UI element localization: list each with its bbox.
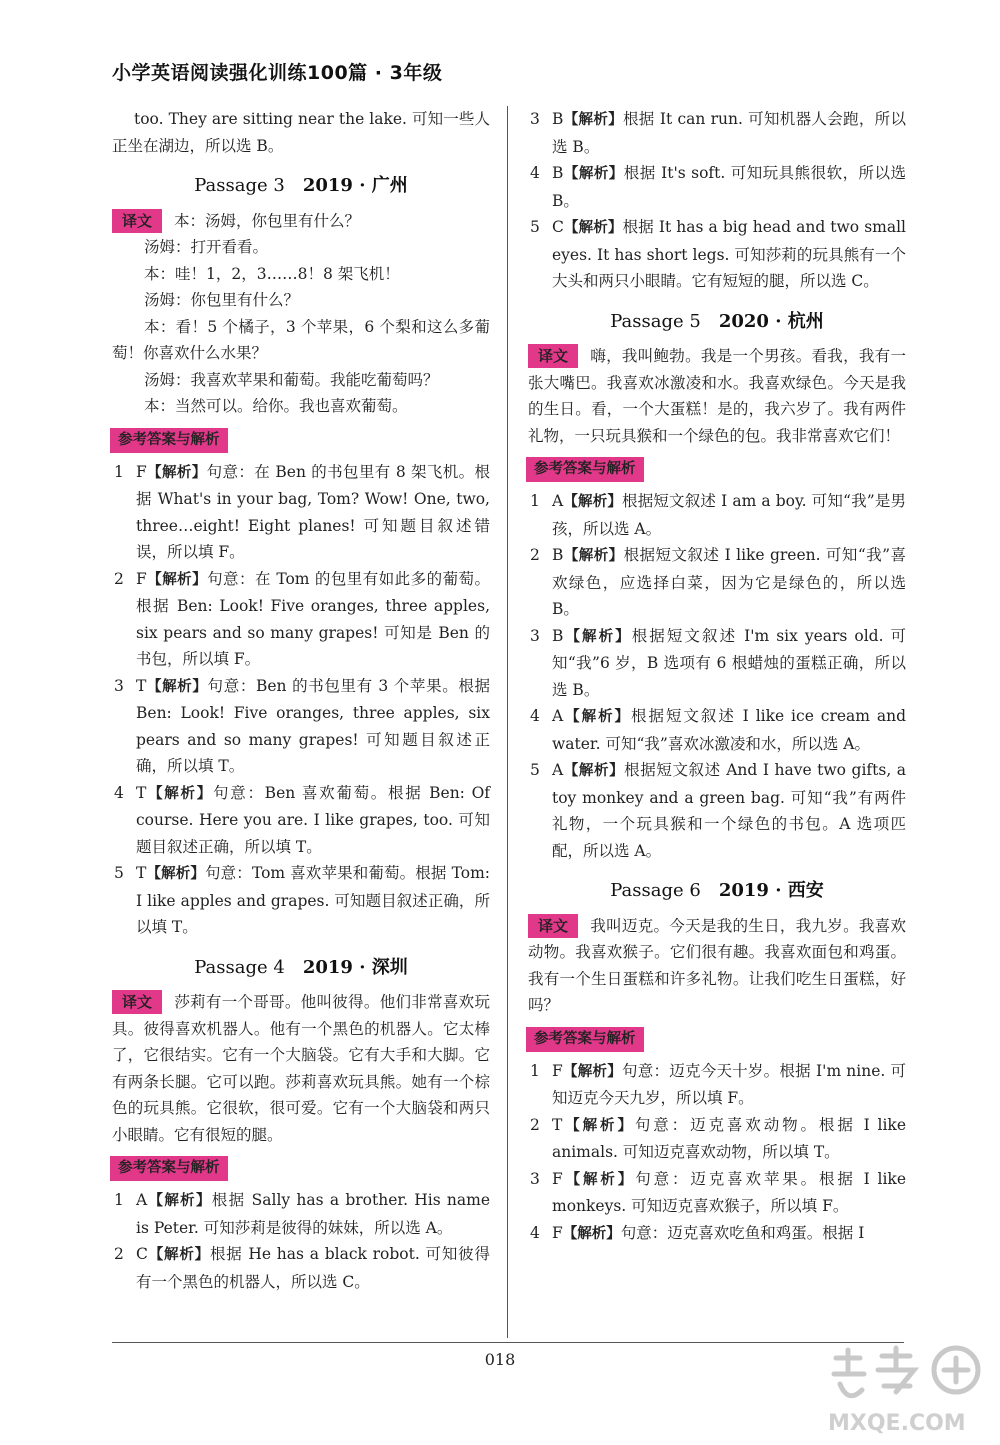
passage-year: 2019 · 西安 (718, 880, 824, 901)
answer-item: 1 A【解析】根据 Sally has a brother. His name is Peter. 可知莎莉是彼得的妹妹，所以选 A。 (114, 1191, 491, 1237)
left-column (112, 106, 490, 1295)
answer-item: 3 B【解析】根据 It can run. 可知机器人会跑，所以选 B。 (530, 110, 906, 156)
translation-tag: 译文 (112, 209, 162, 233)
translation-tag: 译文 (528, 914, 578, 938)
answer-item: 4 B【解析】根据 It's soft. 可知玩具熊很软，所以选 B。 (530, 164, 907, 210)
svg-text:MXQE.COM: MXQE.COM (828, 1411, 966, 1436)
dialog-line: 本：当然可以。给你。我也喜欢葡萄。 (144, 397, 408, 415)
footer-rule (112, 1342, 904, 1343)
answers-banner: 参考答案与解析 (526, 1027, 644, 1052)
passage-title: Passage 4 (194, 956, 285, 978)
answer-item: 5 T【解析】句意：Tom 喜欢苹果和葡萄。根据 Tom: I like apples and grapes. 可知题目叙述正确，所以填 T。 (114, 864, 491, 936)
dialog-line: 汤姆：我喜欢苹果和葡萄。我能吃葡萄吗？ (144, 370, 439, 389)
answers-banner: 参考答案与解析 (110, 428, 228, 453)
answer-item: 2 C【解析】根据 He has a black robot. 可知彼得有一个黑色的机器人，所以选 C。 (114, 1245, 490, 1291)
book-title: 小学英语阅读强化训练100篇 · 3年级 (112, 62, 443, 84)
watermark-logo-icon (818, 1340, 988, 1440)
answers-banner: 参考答案与解析 (110, 1156, 228, 1181)
column-divider (507, 106, 508, 1338)
passage-title: Passage 5 (610, 310, 701, 332)
passage-year: 2019 · 深圳 (302, 956, 408, 978)
dialog-line: 汤姆：你包里有什么？ (144, 291, 300, 309)
answers-banner: 参考答案与解析 (526, 457, 644, 482)
answer-item: 3 T【解析】句意：Ben 的书包里有 3 个苹果。根据 Ben: Look! Five oranges, three apples, six pears and so many grapes! 可知题目叙述正确，所以填 T。 (114, 676, 490, 775)
answer-item: 2 T【解析】句意：迈克喜欢动物。根据 I like animals. 可知迈克喜欢动物，所以填 T。 (530, 1115, 906, 1161)
passage-title: Passage 6 (610, 880, 701, 901)
passage-year: 2019 · 广州 (302, 175, 408, 196)
answer-item: 2 F【解析】句意：在 Tom 的包里有如此多的葡萄。根据 Ben: Look! Five oranges, three apples, six pears and so many grapes! 可知是 Ben 的书包，所以填 F。 (114, 569, 490, 668)
passage-5-heading (528, 309, 906, 336)
translation-tag: 译文 (112, 990, 162, 1014)
passage-year: 2020 · 杭州 (718, 310, 824, 332)
answer-item: 1 A【解析】根据短文叙述 I am a boy. 可知“我”是男孩，所以选 A。 (530, 492, 906, 538)
translation-paragraph: 译文 莎莉有一个哥哥。他叫彼得。他们非常喜欢玩具。彼得喜欢机器人。他有一个黑色的机器人。它太棒了，它很结实。它有一个大脑袋。它有大手和大脚。它有两条长腿。它可以跑。莎莉喜欢玩具熊。她有一个棕色的玩具熊。它很软，很可爱。它有一个大脑袋和两只小眼睛。它有很短的腿。 (112, 989, 490, 1148)
answer-item: 4 F【解析】句意：迈克喜欢吃鱼和鸡蛋。根据 I (530, 1223, 865, 1242)
translation-tag: 译文 (528, 344, 578, 368)
passage-6-heading (528, 878, 906, 905)
answer-item: 3 B【解析】根据短文叙述 I'm six years old. 可知“我”6 岁，B 选项有 6 根蜡烛的蛋糕正确，所以选 B。 (530, 626, 907, 699)
dialog-line: 汤姆：打开看看。 (144, 238, 269, 256)
translation-paragraph: 译文 嗨，我叫鲍勃。我是一个男孩。看我，我有一张大嘴巴。我喜欢冰激凌和水。我喜欢绿色。今天是我的生日。看，一个大蛋糕！是的，我六岁了。我有两件礼物，一只玩具猴和一个绿色的包。我非常喜欢它们！ (528, 343, 906, 449)
passage-3-heading (112, 173, 490, 200)
dialog-line: 本：哇！1，2，3……8！8 架飞机！ (144, 264, 400, 283)
answer-item: 1 F【解析】句意：在 Ben 的书包里有 8 架飞机。根据 What's in your bag, Tom? Wow! One, two, three…eight! Eight planes! 可知题目叙述错误，所以填 F。 (114, 462, 490, 561)
intro-paragraph: too. They are sitting near the lake. 可知一些人正坐在湖边，所以选 B。 (112, 110, 490, 155)
answer-item: 2 B【解析】根据短文叙述 I like green. 可知“我”喜欢绿色，应选择白菜，因为它是绿色的，所以选 B。 (530, 546, 907, 618)
translation-line: 译文 本：汤姆，你包里有什么？ (112, 208, 490, 235)
page-number: 018 (484, 1350, 516, 1369)
passage-4-heading (112, 955, 490, 982)
answer-item: 1 F【解析】句意：迈克今天十岁。根据 I'm nine. 可知迈克今天九岁，所以填 F。 (530, 1061, 907, 1107)
answer-item: 5 C【解析】根据 It has a big head and two small eyes. It has short legs. 可知莎莉的玩具熊有一个大头和两只小眼睛。它有短短的腿，所以选 C。 (530, 218, 907, 290)
translation-paragraph: 译文 我叫迈克。今天是我的生日，我九岁。我喜欢动物。我喜欢猴子。它们很有趣。我喜欢面包和鸡蛋。我有一个生日蛋糕和许多礼物。让我们吃生日蛋糕，好吗？ (528, 913, 906, 1019)
answer-item: 4 A【解析】根据短文叙述 I like ice cream and water. 可知“我”喜欢冰激凌和水，所以选 A。 (530, 707, 906, 753)
dialog-line: 本：看！5 个橘子，3 个苹果，6 个梨和这么多葡萄！你喜欢什么水果？ (112, 317, 490, 362)
answer-item: 5 A【解析】根据短文叙述 And I have two gifts, a toy monkey and a green bag. 可知“我”有两件礼物，一个玩具猴和一个绿色的书包。A 选项匹配，所以选 A。 (530, 761, 907, 860)
passage-title: Passage 3 (194, 175, 285, 196)
answer-item: 3 F【解析】句意：迈克喜欢苹果。根据 I like monkeys. 可知迈克喜欢猴子，所以填 F。 (530, 1169, 906, 1215)
answer-item: 4 T【解析】句意：Ben 喜欢葡萄。根据 Ben: Of course. Here you are. I like grapes, too. 可知题目叙述正确，所以填 T。 (114, 783, 491, 856)
right-column (528, 106, 906, 1247)
